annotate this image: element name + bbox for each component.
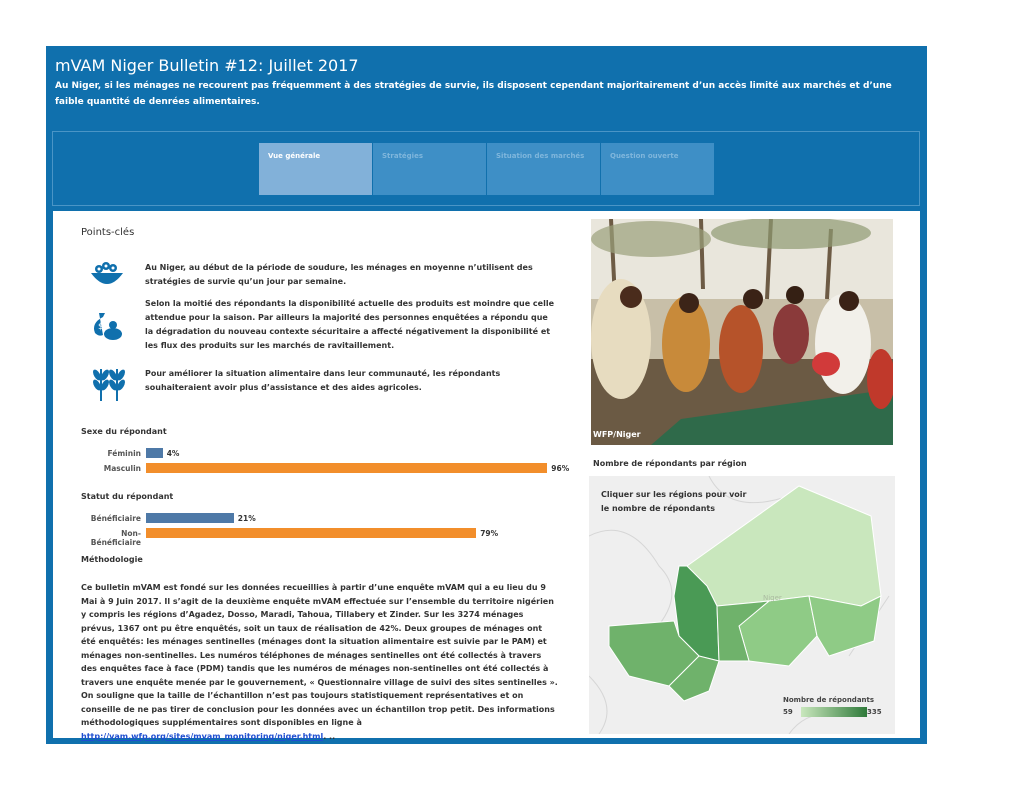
bar-beneficiary[interactable] [146,513,234,523]
bar-label-beneficiary: Bénéficiaire [90,514,141,523]
sex-heading: Sexe du répondant [81,427,167,436]
bar-value-non-beneficiary: 79% [480,529,499,538]
bar-value-male: 96% [551,464,570,473]
dashboard-content [53,211,920,741]
bar-label-non-beneficiary: Non-Bénéficiaire [90,529,141,547]
tab-bar [52,131,920,206]
status-heading: Statut du répondant [81,492,174,501]
bulletin-frame [46,46,927,744]
wheat-icon [89,363,129,407]
map-hint: Cliquer sur les régions pour voir le nombre de répondants [601,490,747,513]
bar-non-beneficiary[interactable] [146,528,476,538]
legend-min: 59 [783,708,793,716]
bar-male[interactable] [146,463,547,473]
svg-text:$: $ [98,322,104,332]
map-legend [783,696,893,716]
field-photo [591,219,893,445]
food-bowl-icon [89,259,125,295]
key-point-3: Pour améliorer la situation alimentaire dans leur communauté, les répondants souhaiteraient avoir plus d’assistance et des aides agricoles. [145,369,501,392]
bar-value-female: 4% [166,449,180,458]
methodology-text [81,581,559,743]
tab-overview[interactable]: Vue générale [259,143,372,195]
photo-caption: WFP/Niger [593,430,641,439]
bar-label-female: Féminin [107,449,141,458]
methodology-link[interactable]: http://vam.wfp.org/sites/mvam_monitoring/niger.html [81,731,324,741]
key-point-2: Selon la moitié des répondants la disponibilité actuelle des produits est moindre que celle attendue pour la saison. Par ailleurs la majorité des personnes enquêtées a répondu que la dégradation du nouveau contexte sécuritaire a affecté négativement la disponibilité et les flux des produits sur les marchés de ravitaillement. [145,299,555,350]
key-point-1: Au Niger, au début de la période de soudure, les ménages en moyenne n’utilisent des stratégies de survie qu’un jour par semaine. [145,263,533,286]
page-subtitle: Au Niger, si les ménages ne recourent pas fréquemment à des stratégies de survie, ils disposent cependant majoritairement d’un accès limité aux marchés et d’une faible quantité de denrées alimentaires. [55,81,892,107]
legend-max: 335 [867,708,882,716]
map-heading: Nombre de répondants par région [593,459,747,468]
legend-title: Nombre de répondants [783,696,875,704]
bar-label-male: Masculin [103,464,141,473]
page-title: mVAM Niger Bulletin #12: Juillet 2017 [55,56,359,75]
bar-female[interactable] [146,448,163,458]
money-bag-icon [89,307,125,347]
region-map[interactable] [589,476,895,734]
bar-value-beneficiary: 21% [237,514,256,523]
tab-open-question[interactable]: Question ouverte [601,143,714,195]
methodology-body: Ce bulletin mVAM est fondé sur les données recueillies à partir d’une enquête mVAM qui a eu lieu du 9 Mai à 9 Juin 2017. Il s’agit de la deuxième enquête mVAM effectuée sur l’ensemble du territoire nigérien y compris les régions d’Agadez, Dosso, Maradi, Tahoua, Tillabery et Zinder. Sur les 3274 ménages prévus, 1367 ont pu être enquêtés, soit un taux de réalisation de 42%. Deux groupes de ménages ont été enquêtés: les ménages sentinelles (ménages dont la situation alimentaire est suivie par le PAM) et ménages non-sentinelles. Les numéros téléphones de ménages sentinelles ont été collectés à travers des enquêtes face à face (PDM) tandis que les numéros de ménages non-sentinelles ont été collectés à travers une enquête menée par le gouvernement, « Questionnaire village de suivi des sites sentinelles ». On souligne que la taille de l’échantillon n’est pas toujours statistiquement représentatives et on conseille de ne pas tirer de conclusion pour les données avec un échantillon trop petit. Des informations méthodologiques supplémentaires sont disponibles en ligne à [81,583,558,727]
tab-strategies[interactable]: Stratégies [373,143,486,195]
tab-markets[interactable]: Situation des marchés [487,143,600,195]
map-country-label: Niger [763,594,782,602]
key-points-heading: Points-clés [81,227,135,238]
methodology-link-suffix: . .. [323,731,336,741]
methodology-heading: Méthodologie [81,555,143,564]
